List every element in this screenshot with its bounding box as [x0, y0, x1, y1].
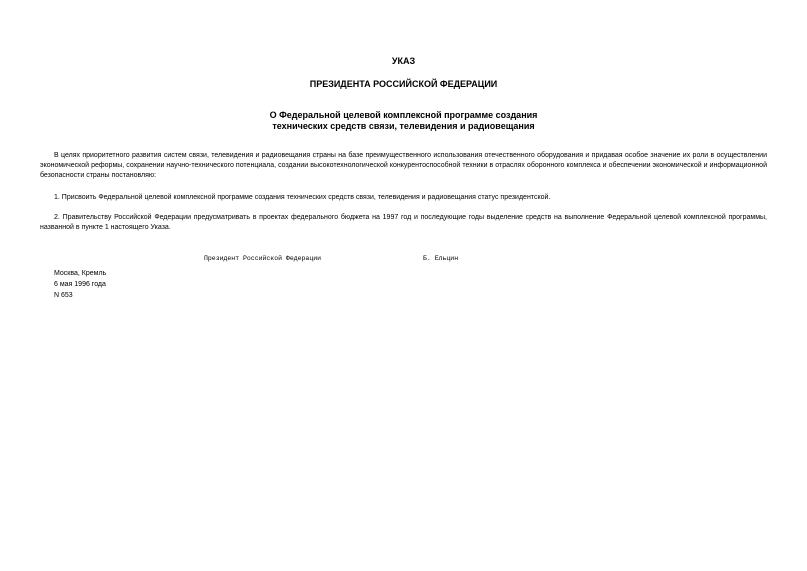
preamble-paragraph: В целях приоритетного развития систем связи, телевидения и радиовещания страны на базе преимущественного использования отечественного оборудования и придавая особое значение их роли в осуществлении экономической реформы, сохранении научно-технического потенциала, создании высокотехнологической конкурентоспособной техники в отраслях оборонного комплекса и обеспечении экономической и информационной безопасности страны постановляю:	[40, 152, 767, 179]
subject-line-1: О Федеральной целевой комплексной программе создания	[269, 110, 538, 120]
signature-name: Б. Ельцин	[423, 255, 459, 262]
decree-number: N 653	[54, 292, 73, 299]
subject-line-2: технических средств связи, телевидения и радиовещания	[272, 121, 535, 131]
document-title: УКАЗ	[391, 56, 416, 66]
signature-title: Президент Российской Федерации	[204, 255, 322, 262]
item-1-paragraph: 1. Присвоить Федеральной целевой комплексной программе создания технических средств связи, телевидения и радиовещания статус президентской.	[54, 194, 551, 201]
signing-date: 6 мая 1996 года	[54, 281, 106, 288]
document-subject	[0, 110, 807, 132]
document-issuer: ПРЕЗИДЕНТА РОССИЙСКОЙ ФЕДЕРАЦИИ	[309, 79, 498, 89]
item-2-paragraph: 2. Правительству Российской Федерации предусматривать в проектах федерального бюджета на 1997 год и последующие годы выделение средств на выполнение Федеральной целевой комплексной программы, названной в пункте 1 настоящего Указа.	[40, 214, 767, 231]
signing-place: Москва, Кремль	[54, 270, 107, 277]
